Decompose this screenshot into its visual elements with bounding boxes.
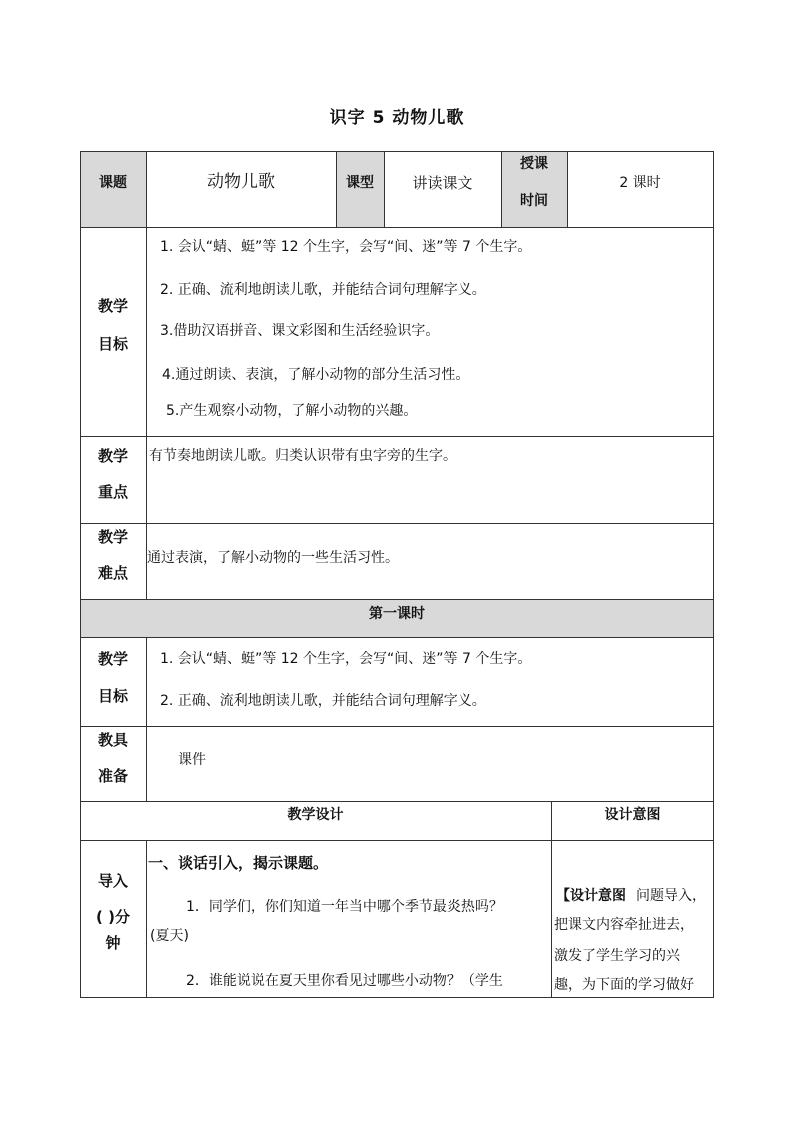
subject-label: 课题 — [99, 175, 127, 191]
row-border — [80, 151, 714, 152]
row-border — [80, 997, 714, 998]
objective-item: 2. 正确、流利地朗读儿歌，并能结合词句理解字义。 — [160, 282, 486, 298]
difficulties-text: 通过表演，了解小动物的一些生活习性。 — [147, 550, 399, 566]
intro-label-line3: 钟 — [105, 934, 121, 952]
time-label-line1: 授课 — [520, 156, 548, 172]
row-border — [80, 726, 714, 727]
objective-item: 5.产生观察小动物，了解小动物的兴趣。 — [166, 403, 418, 419]
intent-line: 激发了学生学习的兴 — [554, 948, 680, 964]
col-border — [146, 637, 147, 801]
subject-value: 动物儿歌 — [207, 172, 275, 192]
intent-heading: 【设计意图 — [556, 888, 626, 904]
intro-section-title: 一、谈话引入，揭示课题。 — [148, 854, 329, 872]
col-border — [551, 801, 552, 997]
intro-question-1: 1．同学们，你们知道一年当中哪个季节最炎热吗？ — [186, 899, 503, 915]
lesson-plan-table — [80, 151, 714, 998]
key-points-text: 有节奏地朗读儿歌。归类认识带有虫字旁的生字。 — [149, 448, 457, 464]
objective-item: 1. 会认“蜻、蜓”等 12 个生字，会写“间、迷”等 7 个生字。 — [160, 239, 532, 255]
type-value: 讲读课文 — [412, 174, 473, 192]
tools-label-line2: 准备 — [97, 767, 128, 785]
intent-line: 问题导入， — [636, 888, 706, 904]
type-label: 课型 — [346, 175, 374, 191]
tools-value: 课件 — [178, 752, 206, 768]
row-border — [80, 637, 714, 638]
col-border — [713, 151, 714, 998]
row-border — [80, 599, 714, 600]
row-border — [80, 840, 714, 841]
objective-item: 4.通过朗读、表演，了解小动物的部分生活习性。 — [162, 367, 470, 383]
col-border — [146, 151, 147, 599]
intent-column-header: 设计意图 — [604, 807, 661, 823]
difficulties-label-line2: 难点 — [97, 564, 128, 582]
row-border — [80, 523, 714, 524]
lesson1-objectives-label-line2: 目标 — [97, 687, 128, 705]
intent-line: 把课文内容牵扯进去， — [554, 917, 694, 933]
intro-label-line2: ( )分 — [96, 908, 130, 926]
row-border — [80, 436, 714, 437]
objective-item: 3.借助汉语拼音、课文彩图和生活经验识字。 — [160, 323, 440, 339]
row-border — [80, 801, 714, 802]
lesson1-objective-item: 2. 正确、流利地朗读儿歌，并能结合词句理解字义。 — [160, 693, 486, 709]
page-title: 识字 5 动物儿歌 — [329, 108, 465, 128]
difficulties-label-line1: 教学 — [97, 528, 128, 546]
col-border — [146, 840, 147, 997]
key-points-label-line1: 教学 — [97, 447, 128, 465]
lesson1-objective-item: 1. 会认“蜻、蜓”等 12 个生字，会写“间、迷”等 7 个生字。 — [160, 651, 532, 667]
intro-question-2: 2．谁能说说在夏天里你看见过哪些小动物？（学生 — [186, 973, 503, 989]
design-column-header: 教学设计 — [287, 807, 344, 823]
intro-label-line1: 导入 — [97, 872, 128, 890]
lesson1-objectives-label-line1: 教学 — [97, 650, 128, 668]
intro-question-1-answer: (夏天) — [150, 928, 189, 944]
lesson1-header: 第一课时 — [369, 606, 425, 622]
key-points-label-line2: 重点 — [97, 483, 128, 501]
objectives-label-line2: 目标 — [97, 335, 128, 353]
time-value: 2 课时 — [619, 175, 661, 191]
tools-label-line1: 教具 — [97, 731, 128, 749]
row-border — [80, 227, 714, 228]
intent-line: 趣，为下面的学习做好 — [554, 977, 694, 993]
time-label-line2: 时间 — [520, 193, 548, 209]
objectives-label-line1: 教学 — [97, 297, 128, 315]
